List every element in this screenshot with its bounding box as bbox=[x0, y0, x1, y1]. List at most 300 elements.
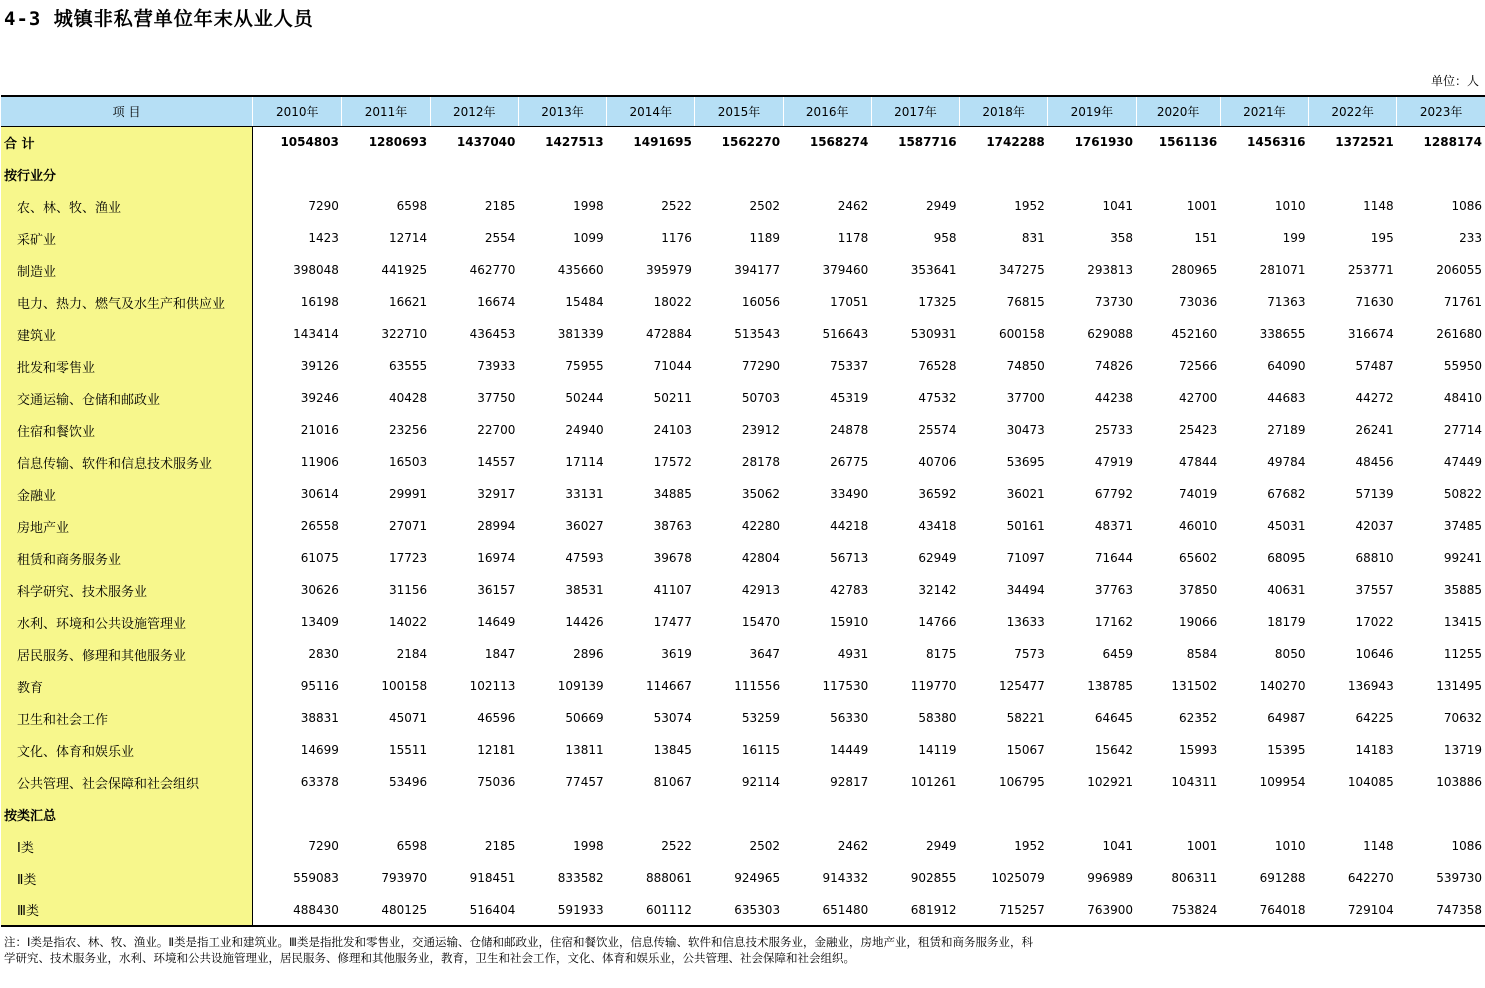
cell-value: 74019 bbox=[1179, 487, 1218, 501]
header-year: 2020年 bbox=[1136, 96, 1220, 126]
cell-value: 11255 bbox=[1443, 647, 1482, 661]
cell-value: 1280693 bbox=[368, 135, 428, 150]
cell-value: 49784 bbox=[1267, 455, 1306, 469]
cell-value: 18179 bbox=[1267, 615, 1306, 629]
cell-value: 1847 bbox=[484, 647, 516, 661]
cell-value: 55950 bbox=[1443, 359, 1482, 373]
cell-value: 14426 bbox=[565, 615, 604, 629]
cell-value bbox=[253, 798, 342, 830]
cell-value: 27071 bbox=[388, 519, 428, 533]
cell-value: 16503 bbox=[388, 455, 428, 469]
cell-value bbox=[1308, 158, 1396, 190]
cell-value: 37850 bbox=[1179, 583, 1218, 597]
cell-value: 36027 bbox=[565, 519, 604, 533]
cell-value: 15511 bbox=[388, 743, 428, 757]
cell-value: 143414 bbox=[293, 327, 339, 341]
row-label: 金融业 bbox=[1, 478, 253, 510]
cell-value: 2949 bbox=[926, 199, 957, 213]
total-row bbox=[1, 126, 1485, 158]
cell-value: 8584 bbox=[1186, 647, 1218, 661]
cell-value: 73730 bbox=[1094, 295, 1134, 309]
cell-value: 1086 bbox=[1451, 199, 1482, 213]
header-year: 2018年 bbox=[960, 96, 1048, 126]
cell-value: 7290 bbox=[308, 199, 339, 213]
cell-value: 47593 bbox=[565, 551, 604, 565]
cell-value: 358 bbox=[1110, 231, 1134, 245]
cell-value: 1099 bbox=[573, 231, 604, 245]
cell-value: 39678 bbox=[653, 551, 692, 565]
cell-value bbox=[1136, 158, 1220, 190]
row-label: 农、林、牧、渔业 bbox=[1, 190, 253, 222]
cell-value: 53496 bbox=[388, 775, 428, 789]
cell-value: 38763 bbox=[653, 519, 692, 533]
cell-value: 71363 bbox=[1267, 295, 1306, 309]
cell-value: 74850 bbox=[1006, 359, 1045, 373]
header-year: 2021年 bbox=[1220, 96, 1308, 126]
cell-value: 715257 bbox=[960, 894, 1048, 926]
cell-value: 833582 bbox=[557, 871, 604, 885]
cell-value: 1148 bbox=[1363, 839, 1394, 853]
table-row bbox=[1, 286, 1485, 318]
cell-value: 14557 bbox=[477, 455, 516, 469]
cell-value: 15484 bbox=[565, 295, 604, 309]
cell-value: 2502 bbox=[749, 199, 781, 213]
cell-value: 642270 bbox=[1347, 871, 1394, 885]
cell-value: 15642 bbox=[1094, 743, 1134, 757]
header-year: 2016年 bbox=[783, 96, 871, 126]
cell-value: 41107 bbox=[653, 583, 692, 597]
table-row bbox=[1, 542, 1485, 574]
cell-value: 1456316 bbox=[1247, 135, 1306, 150]
cell-value: 281071 bbox=[1259, 263, 1306, 277]
cell-value: 14699 bbox=[300, 743, 339, 757]
cell-value: 13719 bbox=[1443, 743, 1482, 757]
cell-value: 53259 bbox=[741, 711, 781, 725]
cell-value: 1086 bbox=[1451, 839, 1482, 853]
cell-value: 651480 bbox=[783, 894, 871, 926]
cell-value: 24878 bbox=[830, 423, 869, 437]
cell-value: 16674 bbox=[477, 295, 516, 309]
cell-value: 140270 bbox=[1259, 679, 1306, 693]
cell-value: 1561136 bbox=[1158, 135, 1218, 150]
cell-value: 10646 bbox=[1355, 647, 1394, 661]
cell-value: 753824 bbox=[1136, 894, 1220, 926]
cell-value: 44272 bbox=[1355, 391, 1394, 405]
cell-value: 73036 bbox=[1179, 295, 1218, 309]
cell-value: 1562270 bbox=[721, 135, 781, 150]
cell-value: 138785 bbox=[1087, 679, 1134, 693]
row-label: 租赁和商务服务业 bbox=[1, 542, 253, 574]
cell-value bbox=[695, 798, 783, 830]
cell-value: 48410 bbox=[1443, 391, 1482, 405]
section-row bbox=[1, 158, 1485, 190]
cell-value: 71097 bbox=[1006, 551, 1045, 565]
cell-value: 117530 bbox=[822, 679, 869, 693]
cell-value: 2185 bbox=[484, 199, 516, 213]
cell-value: 45031 bbox=[1267, 519, 1306, 533]
cell-value bbox=[607, 158, 695, 190]
cell-value: 35885 bbox=[1443, 583, 1482, 597]
cell-value: 601112 bbox=[607, 894, 695, 926]
cell-value: 67682 bbox=[1267, 487, 1306, 501]
cell-value: 1148 bbox=[1363, 199, 1394, 213]
cell-value: 64987 bbox=[1267, 711, 1306, 725]
cell-value: 1288174 bbox=[1423, 135, 1482, 150]
cell-value: 1178 bbox=[837, 231, 869, 245]
table-row bbox=[1, 318, 1485, 350]
cell-value: 71761 bbox=[1443, 295, 1482, 309]
cell-value: 902855 bbox=[910, 871, 957, 885]
cell-value: 14449 bbox=[830, 743, 869, 757]
cell-value: 24940 bbox=[565, 423, 604, 437]
cell-value: 1001 bbox=[1186, 199, 1218, 213]
cell-value: 57487 bbox=[1355, 359, 1394, 373]
cell-value: 44683 bbox=[1267, 391, 1306, 405]
cell-value: 111556 bbox=[734, 679, 781, 693]
cell-value: 50244 bbox=[565, 391, 604, 405]
cell-value: 30626 bbox=[300, 583, 339, 597]
cell-value: 31156 bbox=[388, 583, 428, 597]
cell-value: 316674 bbox=[1347, 327, 1394, 341]
cell-value: 27189 bbox=[1267, 423, 1306, 437]
cell-value: 7290 bbox=[308, 839, 339, 853]
cell-value: 452160 bbox=[1171, 327, 1218, 341]
cell-value: 35062 bbox=[741, 487, 781, 501]
cell-value bbox=[695, 158, 783, 190]
cell-value: 1189 bbox=[749, 231, 781, 245]
cell-value: 591933 bbox=[518, 894, 606, 926]
section-row bbox=[1, 798, 1485, 830]
cell-value: 37485 bbox=[1443, 519, 1482, 533]
cell-value bbox=[960, 158, 1048, 190]
cell-value: 39246 bbox=[300, 391, 339, 405]
cell-value: 14119 bbox=[918, 743, 957, 757]
cell-value: 30473 bbox=[1006, 423, 1045, 437]
cell-value: 42804 bbox=[741, 551, 781, 565]
cell-value: 114667 bbox=[646, 679, 692, 693]
table-row bbox=[1, 574, 1485, 606]
cell-value: 81067 bbox=[653, 775, 692, 789]
cell-value bbox=[871, 798, 959, 830]
cell-value: 13409 bbox=[300, 615, 339, 629]
cell-value: 42783 bbox=[830, 583, 869, 597]
cell-value bbox=[430, 158, 518, 190]
cell-value: 2554 bbox=[484, 231, 516, 245]
cell-value: 102113 bbox=[469, 679, 516, 693]
cell-value: 280965 bbox=[1171, 263, 1218, 277]
cell-value: 58221 bbox=[1006, 711, 1045, 725]
cell-value: 1761930 bbox=[1074, 135, 1134, 150]
header-year: 2012年 bbox=[430, 96, 518, 126]
cell-value: 13811 bbox=[565, 743, 604, 757]
table-row bbox=[1, 350, 1485, 382]
cell-value: 99241 bbox=[1443, 551, 1482, 565]
cell-value: 398048 bbox=[293, 263, 339, 277]
cell-value: 1372521 bbox=[1335, 135, 1394, 150]
cell-value: 293813 bbox=[1087, 263, 1134, 277]
cell-value: 42700 bbox=[1179, 391, 1218, 405]
cell-value: 1998 bbox=[573, 199, 604, 213]
cell-value: 379460 bbox=[822, 263, 869, 277]
cell-value: 253771 bbox=[1347, 263, 1394, 277]
table-body bbox=[1, 126, 1485, 926]
table-row bbox=[1, 190, 1485, 222]
cell-value: 2522 bbox=[661, 839, 692, 853]
cell-value bbox=[960, 798, 1048, 830]
cell-value: 100158 bbox=[381, 679, 428, 693]
cell-value: 109954 bbox=[1259, 775, 1306, 789]
cell-value: 131495 bbox=[1436, 679, 1482, 693]
cell-value: 2462 bbox=[837, 839, 869, 853]
cell-value: 56713 bbox=[830, 551, 869, 565]
cell-value: 37700 bbox=[1006, 391, 1045, 405]
cell-value: 2462 bbox=[837, 199, 869, 213]
cell-value: 763900 bbox=[1048, 894, 1136, 926]
cell-value: 39126 bbox=[300, 359, 339, 373]
header-year: 2019年 bbox=[1048, 96, 1136, 126]
cell-value: 50211 bbox=[653, 391, 692, 405]
header-year: 2011年 bbox=[342, 96, 430, 126]
cell-value: 462770 bbox=[469, 263, 516, 277]
table-row bbox=[1, 510, 1485, 542]
table-row bbox=[1, 734, 1485, 766]
cell-value: 729104 bbox=[1308, 894, 1396, 926]
cell-value: 1491695 bbox=[633, 135, 692, 150]
cell-value: 53074 bbox=[653, 711, 692, 725]
cell-value: 70632 bbox=[1443, 711, 1482, 725]
cell-value: 36157 bbox=[477, 583, 516, 597]
cell-value bbox=[342, 798, 430, 830]
cell-value: 472884 bbox=[646, 327, 692, 341]
cell-value: 691288 bbox=[1259, 871, 1306, 885]
cell-value: 67792 bbox=[1094, 487, 1134, 501]
row-label: 居民服务、修理和其他服务业 bbox=[1, 638, 253, 670]
cell-value: 2185 bbox=[484, 839, 516, 853]
cell-value: 806311 bbox=[1171, 871, 1218, 885]
cell-value: 58380 bbox=[918, 711, 957, 725]
cell-value: 2830 bbox=[308, 647, 339, 661]
cell-value: 47532 bbox=[918, 391, 957, 405]
cell-value: 8175 bbox=[926, 647, 957, 661]
table-row bbox=[1, 894, 1485, 926]
cell-value bbox=[607, 798, 695, 830]
cell-value: 72566 bbox=[1179, 359, 1218, 373]
cell-value: 64645 bbox=[1094, 711, 1134, 725]
cell-value: 42280 bbox=[741, 519, 781, 533]
cell-value: 32917 bbox=[477, 487, 516, 501]
cell-value: 19066 bbox=[1179, 615, 1218, 629]
cell-value: 1025079 bbox=[991, 871, 1045, 885]
cell-value: 92114 bbox=[741, 775, 781, 789]
cell-value: 17723 bbox=[388, 551, 428, 565]
cell-value: 92817 bbox=[830, 775, 869, 789]
cell-value: 793970 bbox=[381, 871, 428, 885]
cell-value: 888061 bbox=[646, 871, 692, 885]
cell-value: 600158 bbox=[998, 327, 1045, 341]
cell-value: 233 bbox=[1459, 231, 1482, 245]
cell-value: 125477 bbox=[998, 679, 1045, 693]
cell-value: 635303 bbox=[695, 894, 783, 926]
cell-value: 15067 bbox=[1006, 743, 1045, 757]
cell-value: 1001 bbox=[1186, 839, 1218, 853]
cell-value bbox=[783, 798, 871, 830]
cell-value: 15910 bbox=[830, 615, 869, 629]
cell-value: 2522 bbox=[661, 199, 692, 213]
header-year: 2010年 bbox=[253, 96, 342, 126]
cell-value: 1952 bbox=[1014, 199, 1045, 213]
cell-value bbox=[1397, 158, 1485, 190]
cell-value: 480125 bbox=[342, 894, 430, 926]
row-label: 住宿和餐饮业 bbox=[1, 414, 253, 446]
cell-value: 23912 bbox=[741, 423, 781, 437]
cell-value: 924965 bbox=[734, 871, 781, 885]
cell-value: 25574 bbox=[918, 423, 957, 437]
cell-value: 48456 bbox=[1355, 455, 1394, 469]
cell-value: 16198 bbox=[300, 295, 339, 309]
cell-value: 50161 bbox=[1006, 519, 1045, 533]
cell-value: 747358 bbox=[1397, 894, 1485, 926]
cell-value: 22700 bbox=[477, 423, 516, 437]
row-label: 交通运输、仓储和邮政业 bbox=[1, 382, 253, 414]
cell-value: 46596 bbox=[477, 711, 516, 725]
row-label: Ⅲ类 bbox=[1, 894, 253, 926]
cell-value bbox=[253, 158, 342, 190]
header-year: 2022年 bbox=[1308, 96, 1396, 126]
cell-value: 15395 bbox=[1267, 743, 1306, 757]
cell-value: 996989 bbox=[1087, 871, 1134, 885]
cell-value: 73933 bbox=[477, 359, 516, 373]
cell-value: 28994 bbox=[477, 519, 516, 533]
cell-value: 13633 bbox=[1006, 615, 1045, 629]
cell-value: 62352 bbox=[1179, 711, 1218, 725]
cell-value: 435660 bbox=[557, 263, 604, 277]
cell-value: 42037 bbox=[1355, 519, 1394, 533]
cell-value: 539730 bbox=[1436, 871, 1482, 885]
table-row bbox=[1, 766, 1485, 798]
cell-value bbox=[783, 158, 871, 190]
cell-value: 56330 bbox=[830, 711, 869, 725]
cell-value: 4931 bbox=[837, 647, 869, 661]
cell-value: 516404 bbox=[430, 894, 518, 926]
cell-value: 26241 bbox=[1355, 423, 1394, 437]
cell-value: 23256 bbox=[388, 423, 428, 437]
cell-value: 38831 bbox=[300, 711, 339, 725]
cell-value: 71044 bbox=[653, 359, 692, 373]
cell-value: 26558 bbox=[300, 519, 339, 533]
cell-value: 14649 bbox=[477, 615, 516, 629]
cell-value: 17114 bbox=[565, 455, 604, 469]
page-title: 4-3 城镇非私营单位年末从业人员 bbox=[4, 8, 314, 30]
cell-value: 958 bbox=[933, 231, 957, 245]
cell-value: 33490 bbox=[830, 487, 869, 501]
cell-value bbox=[430, 798, 518, 830]
table-row bbox=[1, 446, 1485, 478]
header-year: 2015年 bbox=[695, 96, 783, 126]
cell-value: 14183 bbox=[1355, 743, 1394, 757]
cell-value: 1742288 bbox=[986, 135, 1045, 150]
cell-value bbox=[1136, 798, 1220, 830]
cell-value: 17022 bbox=[1355, 615, 1394, 629]
cell-value: 75955 bbox=[565, 359, 604, 373]
row-label: 文化、体育和娱乐业 bbox=[1, 734, 253, 766]
cell-value: 629088 bbox=[1087, 327, 1134, 341]
cell-value: 394177 bbox=[734, 263, 781, 277]
section-label: 按类汇总 bbox=[1, 798, 253, 830]
cell-value: 136943 bbox=[1347, 679, 1394, 693]
table-row bbox=[1, 382, 1485, 414]
cell-value: 7573 bbox=[1014, 647, 1045, 661]
cell-value: 347275 bbox=[998, 263, 1045, 277]
cell-value: 24103 bbox=[653, 423, 692, 437]
cell-value: 1010 bbox=[1274, 839, 1306, 853]
header-year: 2023年 bbox=[1397, 96, 1485, 126]
cell-value: 119770 bbox=[910, 679, 957, 693]
section-label: 按行业分 bbox=[1, 158, 253, 190]
row-label: 制造业 bbox=[1, 254, 253, 286]
cell-value: 28178 bbox=[741, 455, 781, 469]
cell-value bbox=[518, 158, 606, 190]
cell-value: 36021 bbox=[1006, 487, 1045, 501]
cell-value bbox=[871, 158, 959, 190]
cell-value bbox=[1220, 158, 1308, 190]
cell-value: 104085 bbox=[1347, 775, 1394, 789]
cell-value: 46010 bbox=[1179, 519, 1218, 533]
cell-value: 436453 bbox=[469, 327, 516, 341]
footnote: 注：Ⅰ类是指农、林、牧、渔业。Ⅱ类是指工业和建筑业。Ⅲ类是指批发和零售业，交通运输、仓储和邮政业，住宿和餐饮业，信息传输、软件和信息技术服务业，金融业，房地产业，租赁和商务服务业，科学研究、技术服务业，水利、环境和公共设施管理业，居民服务、修理和其他服务业，教育，卫生和社会工作，文化、体育和娱乐业，公共管理、社会保障和社会组织。 bbox=[4, 935, 1033, 965]
cell-value bbox=[1308, 798, 1396, 830]
cell-value: 17477 bbox=[653, 615, 692, 629]
cell-value: 16974 bbox=[477, 551, 516, 565]
row-label: 卫生和社会工作 bbox=[1, 702, 253, 734]
cell-value: 44218 bbox=[830, 519, 869, 533]
cell-value: 40631 bbox=[1267, 583, 1306, 597]
cell-value bbox=[518, 798, 606, 830]
table-row bbox=[1, 702, 1485, 734]
cell-value: 2949 bbox=[926, 839, 957, 853]
cell-value: 441925 bbox=[381, 263, 428, 277]
cell-value: 2896 bbox=[573, 647, 604, 661]
table-row bbox=[1, 606, 1485, 638]
cell-value: 34494 bbox=[1006, 583, 1045, 597]
cell-value: 71630 bbox=[1355, 295, 1394, 309]
cell-value: 15470 bbox=[741, 615, 781, 629]
header-item: 项 目 bbox=[1, 96, 253, 126]
cell-value: 6598 bbox=[396, 199, 428, 213]
cell-value: 45319 bbox=[830, 391, 869, 405]
cell-value: 17162 bbox=[1094, 615, 1134, 629]
cell-value: 32142 bbox=[918, 583, 957, 597]
cell-value: 74826 bbox=[1094, 359, 1134, 373]
cell-value: 95116 bbox=[300, 679, 339, 693]
cell-value: 53695 bbox=[1006, 455, 1045, 469]
unit-label: 单位：人 bbox=[1430, 74, 1479, 88]
cell-value: 261680 bbox=[1436, 327, 1482, 341]
cell-value: 1427513 bbox=[545, 135, 604, 150]
cell-value: 63378 bbox=[300, 775, 339, 789]
cell-value: 11906 bbox=[300, 455, 339, 469]
cell-value: 14766 bbox=[918, 615, 957, 629]
cell-value: 8050 bbox=[1274, 647, 1306, 661]
cell-value: 40706 bbox=[918, 455, 957, 469]
cell-value: 3647 bbox=[749, 647, 781, 661]
cell-value: 25423 bbox=[1179, 423, 1218, 437]
row-label: 电力、热力、燃气及水生产和供应业 bbox=[1, 286, 253, 318]
cell-value: 381339 bbox=[557, 327, 604, 341]
cell-value: 13845 bbox=[653, 743, 692, 757]
cell-value: 1423 bbox=[308, 231, 339, 245]
cell-value: 1041 bbox=[1102, 839, 1134, 853]
row-label: 教育 bbox=[1, 670, 253, 702]
